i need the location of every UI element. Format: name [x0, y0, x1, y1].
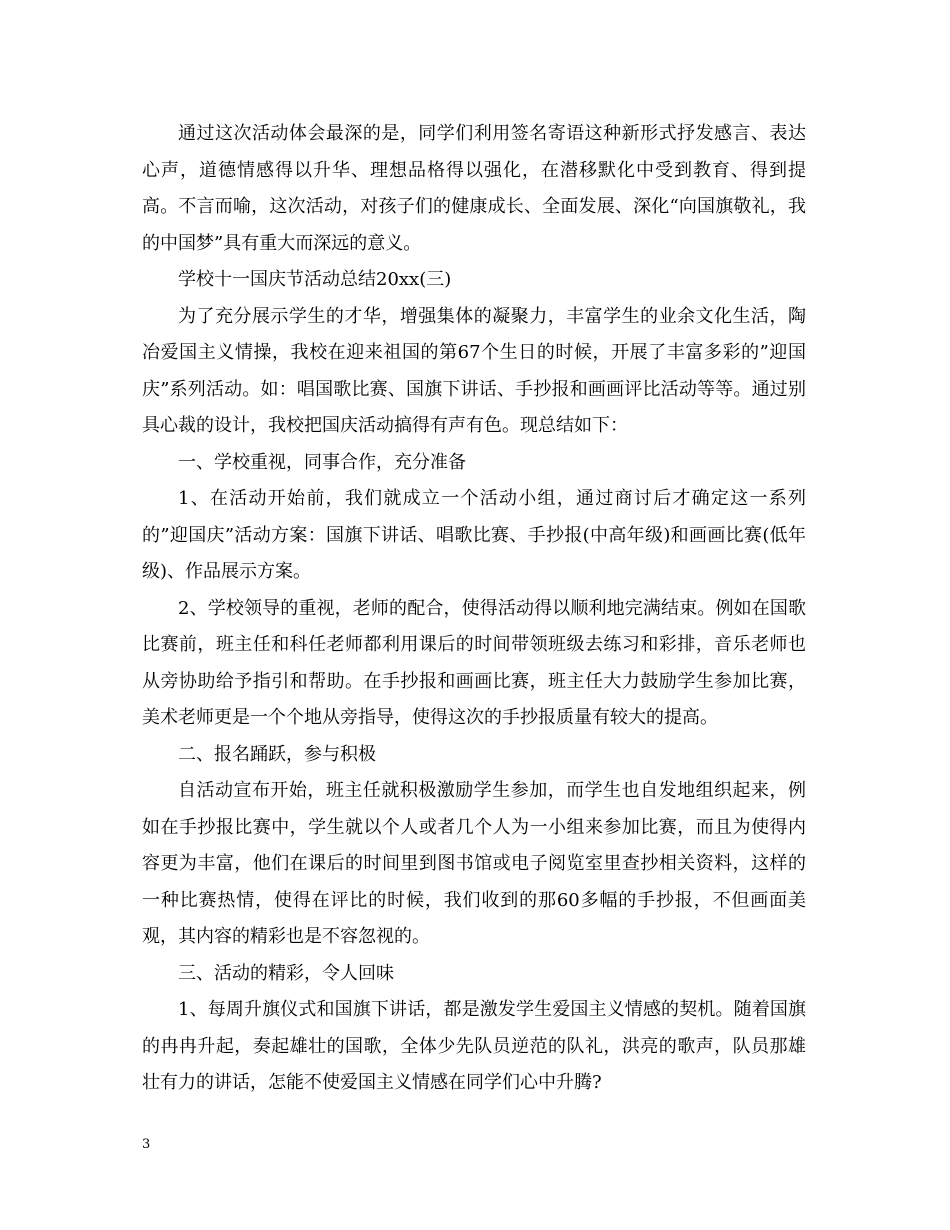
paragraph-flag-ceremony: 1、每周升旗仪式和国旗下讲话，都是激发学生爱国主义情感的契机。随着国旗的冉冉升起，奏起雄壮的国歌，全体少先队员逆范的队礼，洪亮的歌声，队员那雄壮有力的讲话，怎能不使爱国主义情感在同学们心中升腾? — [142, 999, 806, 1093]
paragraph-item-2: 2、学校领导的重视，老师的配合，使得活动得以顺利地完满结束。例如在国歌比赛前，班主任和科任老师都利用课后的时间带领班级去练习和彩排，音乐老师也从旁协助给予指引和帮助。在手抄报和画画比赛，班主任大力鼓励学生参加比赛，美术老师更是一个个地从旁指导，使得这次的手抄报质量有较大的提高。 — [142, 597, 806, 728]
heading-part-three: 三、活动的精彩，令人回味 — [178, 962, 394, 984]
paragraph-item-1: 1、在活动开始前，我们就成立一个活动小组，通过商讨后才确定这一系列的”迎国庆”活动方案：国旗下讲话、唱歌比赛、手抄报(中高年级)和画画比赛(低年级)、作品展示方案。 — [142, 488, 806, 582]
paragraph-intro: 为了充分展示学生的才华，增强集体的凝聚力，丰富学生的业余文化生活，陶冶爱国主义情操，我校在迎来祖国的第67个生日的时候，开展了丰富多彩的”迎国庆”系列活动。如：唱国歌比赛、国旗下讲话、手抄报和画画评比活动等等。通过别具心裁的设计，我校把国庆活动搞得有声有色。现总结如下： — [142, 305, 806, 436]
heading-part-one: 一、学校重视，同事合作，充分准备 — [178, 451, 466, 473]
document-body — [142, 116, 806, 1102]
section-title: 学校十一国庆节活动总结20xx(三) — [178, 269, 452, 290]
heading-part-two: 二、报名踊跃，参与积极 — [178, 743, 376, 765]
page-number: 3 — [142, 1137, 151, 1152]
paragraph-reflection: 通过这次活动体会最深的是，同学们利用签名寄语这种新形式抒发感言、表达心声，道德情感得以升华、理想品格得以强化，在潜移默化中受到教育、得到提高。不言而喻，这次活动，对孩子们的健康成长、全面发展、深化“向国旗敬礼，我的中国梦”具有重大而深远的意义。 — [142, 123, 806, 254]
paragraph-participation: 自活动宣布开始，班主任就积极激励学生参加，而学生也自发地组织起来，例如在手抄报比赛中，学生就以个人或者几个人为一小组来参加比赛，而且为使得内容更为丰富，他们在课后的时间里到图书馆或电子阅览室里查抄相关资料，这样的一种比赛热情，使得在评比的时候，我们收到的那60多幅的手抄报，不但画面美观，其内容的精彩也是不容忽视的。 — [142, 780, 806, 947]
